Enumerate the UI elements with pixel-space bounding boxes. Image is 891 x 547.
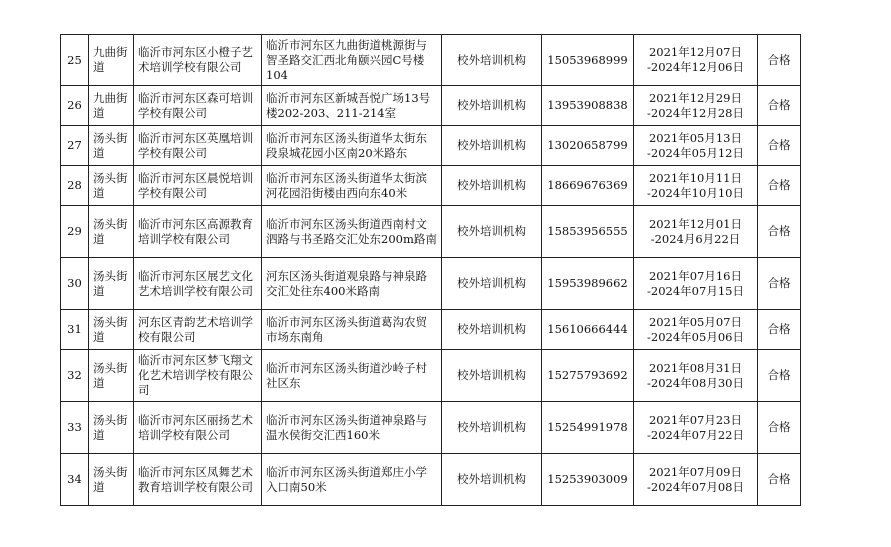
status-cell: 合格: [758, 258, 801, 310]
street-cell: 汤头街道: [89, 258, 134, 310]
period-end: -2024年08月30日: [647, 375, 744, 390]
table-row: [61, 350, 801, 402]
period-end: -2024年07月15日: [647, 283, 744, 298]
institution-name-cell: 临沂市河东区梦飞翔文化艺术培训学校有限公司: [134, 350, 262, 402]
period-end: -2024年10月10日: [647, 185, 744, 200]
period-end: -2024年05月12日: [647, 145, 744, 160]
period-start: 2021年10月11日: [648, 170, 743, 185]
status-cell: 合格: [758, 350, 801, 402]
table-row: [61, 258, 801, 310]
address-cell: 临沂市河东区汤头街道神泉路与温水侯街交汇西160米: [262, 402, 442, 454]
phone-cell: 15610666444: [542, 310, 634, 350]
institution-name-cell: 临沂市河东区小橙子艺术培训学校有限公司: [134, 35, 262, 86]
address-cell: 临沂市河东区汤头街道华太街滨河花园沿街楼由西向东40米: [262, 166, 442, 206]
period-start: 2021年05月07日: [648, 314, 743, 329]
street-cell: 汤头街道: [89, 402, 134, 454]
period-end: -2024年05月06日: [647, 329, 744, 344]
institution-name-cell: 临沂市河东区晨悦培训学校有限公司: [134, 166, 262, 206]
table-row: [61, 310, 801, 350]
phone-cell: 13020658799: [542, 126, 634, 166]
type-cell: 校外培训机构: [442, 350, 542, 402]
address-cell: 临沂市河东区汤头街道葛沟农贸市场东南角: [262, 310, 442, 350]
street-cell: 九曲街道: [89, 86, 134, 126]
validity-period-cell: [634, 310, 758, 350]
institution-name-cell: 临沂市河东区英凰培训学校有限公司: [134, 126, 262, 166]
street-cell: 汤头街道: [89, 206, 134, 258]
institution-table: [60, 34, 801, 506]
table-body: [61, 35, 801, 506]
type-cell: 校外培训机构: [442, 454, 542, 506]
type-cell: 校外培训机构: [442, 402, 542, 454]
period-start: 2021年08月31日: [648, 360, 743, 375]
row-number: 27: [61, 126, 89, 166]
table-row: [61, 86, 801, 126]
phone-cell: 18669676369: [542, 166, 634, 206]
validity-period-cell: [634, 86, 758, 126]
row-number: 30: [61, 258, 89, 310]
row-number: 26: [61, 86, 89, 126]
type-cell: 校外培训机构: [442, 86, 542, 126]
period-end: -2024年12月06日: [647, 60, 744, 74]
street-cell: 汤头街道: [89, 350, 134, 402]
table-row: [61, 166, 801, 206]
row-number: 34: [61, 454, 89, 506]
table-row: [61, 35, 801, 86]
status-cell: 合格: [758, 126, 801, 166]
address-cell: 临沂市河东区汤头街道郑庄小学入口南50米: [262, 454, 442, 506]
validity-period-cell: [634, 402, 758, 454]
phone-cell: 15853956555: [542, 206, 634, 258]
street-cell: 汤头街道: [89, 126, 134, 166]
row-number: 28: [61, 166, 89, 206]
type-cell: 校外培训机构: [442, 206, 542, 258]
address-cell: 临沂市河东区汤头街道沙岭子村社区东: [262, 350, 442, 402]
street-cell: 汤头街道: [89, 454, 134, 506]
validity-period-cell: [634, 206, 758, 258]
phone-cell: 15253903009: [542, 454, 634, 506]
status-cell: 合格: [758, 454, 801, 506]
institution-name-cell: 临沂市河东区凤舞艺术教育培训学校有限公司: [134, 454, 262, 506]
table-row: [61, 206, 801, 258]
period-start: 2021年12月07日: [648, 45, 743, 59]
status-cell: 合格: [758, 310, 801, 350]
period-start: 2021年07月09日: [648, 464, 743, 479]
institution-name-cell: 临沂市河东区高源教育培训学校有限公司: [134, 206, 262, 258]
period-end: -2024年12月28日: [647, 105, 744, 120]
period-end: -2024月6月22日: [650, 231, 741, 246]
validity-period-cell: [634, 350, 758, 402]
row-number: 25: [61, 35, 89, 86]
validity-period-cell: [634, 35, 758, 86]
phone-cell: 15254991978: [542, 402, 634, 454]
address-cell: 临沂市河东区新城吾悦广场13号楼202-203、211-214室: [262, 86, 442, 126]
type-cell: 校外培训机构: [442, 35, 542, 86]
address-cell: 河东区汤头街道观泉路与神泉路交汇处往东400米路南: [262, 258, 442, 310]
type-cell: 校外培训机构: [442, 258, 542, 310]
validity-period-cell: [634, 126, 758, 166]
institution-name-cell: 河东区青韵艺术培训学校有限公司: [134, 310, 262, 350]
period-start: 2021年05月13日: [648, 130, 743, 145]
validity-period-cell: [634, 454, 758, 506]
period-start: 2021年12月01日: [648, 216, 743, 231]
validity-period-cell: [634, 166, 758, 206]
validity-period-cell: [634, 258, 758, 310]
period-end: -2024年07月22日: [647, 427, 744, 442]
phone-cell: 15953989662: [542, 258, 634, 310]
period-start: 2021年07月16日: [648, 268, 743, 283]
status-cell: 合格: [758, 86, 801, 126]
status-cell: 合格: [758, 166, 801, 206]
phone-cell: 15275793692: [542, 350, 634, 402]
status-cell: 合格: [758, 402, 801, 454]
period-start: 2021年07月23日: [648, 412, 743, 427]
phone-cell: 13953908838: [542, 86, 634, 126]
table-row: [61, 126, 801, 166]
table-row: [61, 454, 801, 506]
row-number: 32: [61, 350, 89, 402]
status-cell: 合格: [758, 35, 801, 86]
institution-name-cell: 临沂市河东区森可培训学校有限公司: [134, 86, 262, 126]
address-cell: 临沂市河东区汤头街道华太街东段泉城花园小区南20米路东: [262, 126, 442, 166]
type-cell: 校外培训机构: [442, 126, 542, 166]
row-number: 31: [61, 310, 89, 350]
address-cell: 临沂市河东区九曲街道桃源街与智圣路交汇西北角颐兴园C号楼104: [262, 35, 442, 86]
type-cell: 校外培训机构: [442, 166, 542, 206]
institution-name-cell: 临沂市河东区展艺文化艺术培训学校有限公司: [134, 258, 262, 310]
street-cell: 九曲街道: [89, 35, 134, 86]
type-cell: 校外培训机构: [442, 310, 542, 350]
institution-name-cell: 临沂市河东区丽扬艺术培训学校有限公司: [134, 402, 262, 454]
row-number: 33: [61, 402, 89, 454]
table-row: [61, 402, 801, 454]
street-cell: 汤头街道: [89, 310, 134, 350]
period-end: -2024年07月08日: [647, 479, 744, 494]
status-cell: 合格: [758, 206, 801, 258]
phone-cell: 15053968999: [542, 35, 634, 86]
address-cell: 临沂市河东区汤头街道西南村文泗路与书圣路交汇处东200m路南: [262, 206, 442, 258]
street-cell: 汤头街道: [89, 166, 134, 206]
period-start: 2021年12月29日: [648, 90, 743, 105]
row-number: 29: [61, 206, 89, 258]
